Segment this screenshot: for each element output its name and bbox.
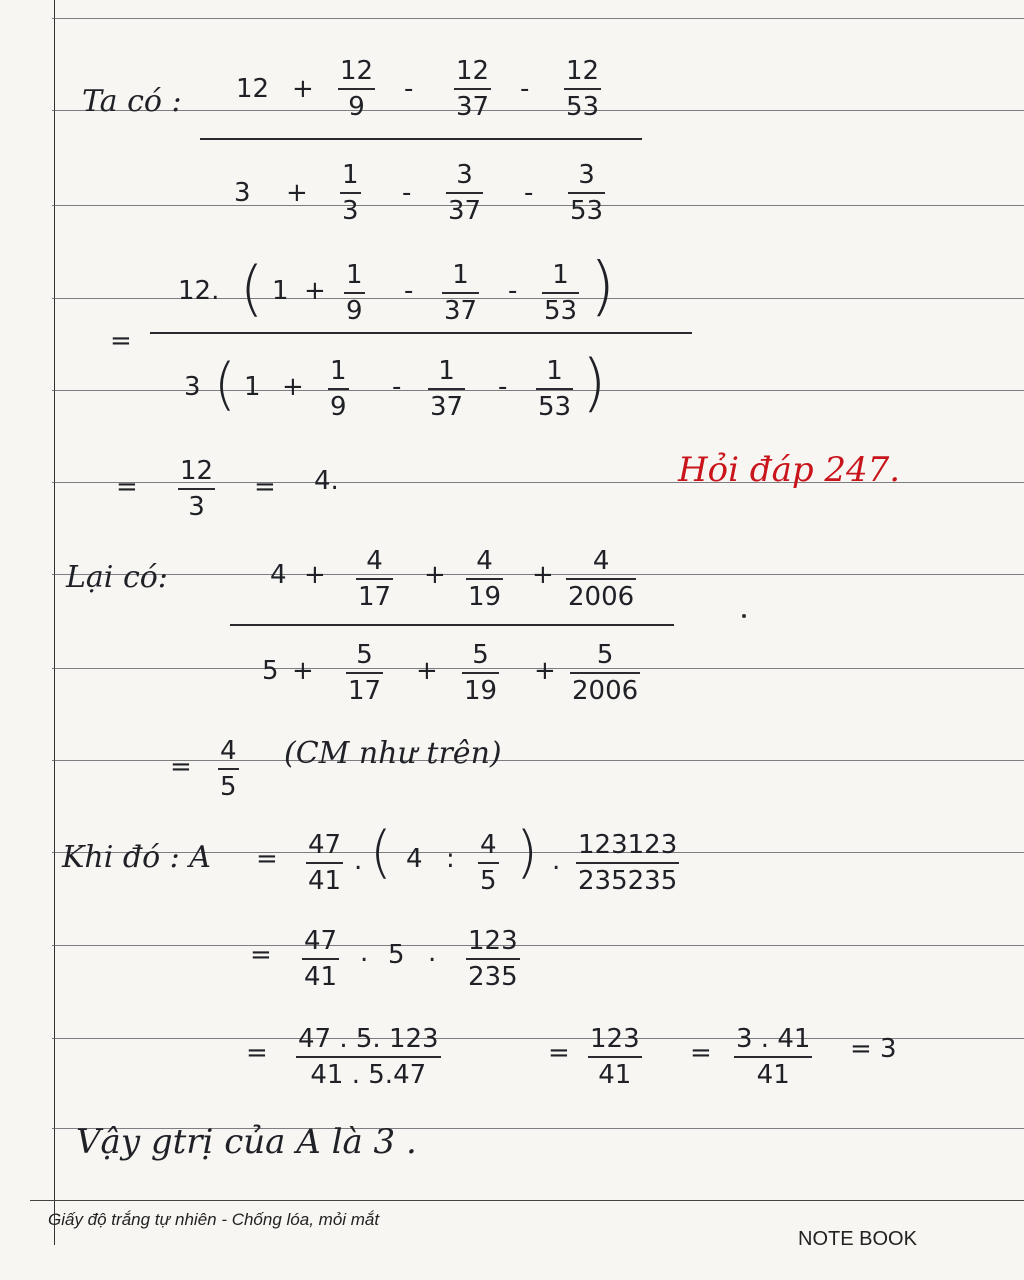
close-paren: ): [582, 346, 607, 419]
equals-sign: =: [690, 1038, 712, 1068]
minus-sign: -: [508, 276, 518, 306]
eq1-den-whole: 3: [234, 178, 251, 208]
eq1-num-frac1: 12 9: [340, 56, 374, 122]
ruled-line: [52, 945, 1024, 946]
eq4-den-whole: 5: [262, 656, 279, 686]
plus-sign: +: [532, 560, 554, 590]
minus-sign: -: [404, 276, 414, 306]
equals-sign: =: [548, 1038, 570, 1068]
equals-sign: =: [110, 326, 132, 356]
eq4-main-bar: [230, 624, 674, 626]
eq2-den-frac3: 1 53: [538, 356, 572, 422]
plus-sign: +: [286, 178, 308, 208]
eq1-num-whole: 12: [236, 74, 270, 104]
minus-sign: -: [392, 372, 402, 402]
open-paren: (: [240, 254, 264, 324]
eq2-main-bar: [150, 332, 692, 334]
footer-right: NOTE BOOK: [798, 1228, 917, 1250]
eq8-final: = 3: [850, 1034, 897, 1064]
conclusion: Vậy gtrị của A là 3 .: [76, 1122, 417, 1162]
ruled-line: [52, 110, 1024, 111]
watermark: Hỏi đáp 247.: [678, 450, 901, 490]
eq2-one: 1: [244, 372, 261, 402]
second-label: Lại có:: [66, 560, 168, 595]
eq6-inner-frac: 4 5: [480, 830, 497, 896]
margin-line: [54, 0, 55, 1245]
eq2-num-frac2: 1 37: [444, 260, 478, 326]
intro-label: Ta có :: [82, 84, 182, 119]
minus-sign: -: [404, 74, 414, 104]
eq1-den-frac1: 1 3: [342, 160, 359, 226]
minus-sign: -: [520, 74, 530, 104]
eq4-den-frac1: 5 17: [348, 640, 382, 706]
dot-operator: .: [428, 938, 437, 968]
ruled-line: [52, 18, 1024, 19]
eq6-colon: :: [446, 844, 455, 874]
eq6-frac1: 47 41: [308, 830, 342, 896]
eq2-one: 1: [272, 276, 289, 306]
equals-sign: =: [256, 844, 278, 874]
dot-operator: .: [360, 938, 369, 968]
eq8-result-frac2: 3 . 41 41: [736, 1024, 811, 1090]
then-label: Khi đó : A: [62, 840, 211, 875]
eq5-note: (CM như trên): [284, 736, 502, 771]
eq2-den-factor: 3: [184, 372, 201, 402]
eq2-num-frac1: 1 9: [346, 260, 363, 326]
plus-sign: +: [292, 74, 314, 104]
eq3-result: 4.: [314, 466, 339, 496]
plus-sign: +: [292, 656, 314, 686]
dot-operator: .: [552, 846, 561, 876]
dot-operator: .: [354, 846, 363, 876]
bottom-rule: [30, 1200, 1024, 1201]
eq6-inner-a: 4: [406, 844, 423, 874]
open-paren: (: [370, 820, 392, 885]
equals-sign: =: [250, 940, 272, 970]
ruled-line: [52, 205, 1024, 206]
minus-sign: -: [402, 178, 412, 208]
eq6-frac2: 123123 235235: [578, 830, 678, 896]
footer-left: Giấy độ trắng tự nhiên - Chống lóa, mỏi mắt: [48, 1210, 380, 1229]
eq4-num-frac2: 4 19: [468, 546, 502, 612]
eq4-den-frac2: 5 19: [464, 640, 498, 706]
eq4-num-whole: 4: [270, 560, 287, 590]
close-paren: ): [516, 820, 538, 885]
eq8-result-frac1: 123 41: [590, 1024, 640, 1090]
plus-sign: +: [424, 560, 446, 590]
equals-sign: =: [254, 472, 276, 502]
ruled-line: [52, 760, 1024, 761]
eq2-num-frac3: 1 53: [544, 260, 578, 326]
eq2-den-frac1: 1 9: [330, 356, 347, 422]
minus-sign: -: [498, 372, 508, 402]
equals-sign: =: [170, 752, 192, 782]
minus-sign: -: [524, 178, 534, 208]
pen-dot: [742, 614, 746, 618]
eq7-frac2: 123 235: [468, 926, 518, 992]
eq1-main-bar: [200, 138, 642, 140]
plus-sign: +: [282, 372, 304, 402]
plus-sign: +: [534, 656, 556, 686]
eq7-mid: 5: [388, 940, 405, 970]
eq7-frac1: 47 41: [304, 926, 338, 992]
plus-sign: +: [416, 656, 438, 686]
eq3-frac: 12 3: [180, 456, 214, 522]
plus-sign: +: [304, 560, 326, 590]
close-paren: ): [590, 250, 615, 324]
eq8-frac: 47 . 5. 123 41 . 5.47: [298, 1024, 439, 1090]
eq4-den-frac3: 5 2006: [572, 640, 639, 706]
eq2-den-frac2: 1 37: [430, 356, 464, 422]
eq4-num-frac1: 4 17: [358, 546, 392, 612]
eq4-num-frac3: 4 2006: [568, 546, 635, 612]
eq1-den-frac2: 3 37: [448, 160, 482, 226]
eq1-den-frac3: 3 53: [570, 160, 604, 226]
eq2-num-factor: 12.: [178, 276, 220, 306]
eq1-num-frac3: 12 53: [566, 56, 600, 122]
plus-sign: +: [304, 276, 326, 306]
eq1-num-frac2: 12 37: [456, 56, 490, 122]
eq5-frac: 4 5: [220, 736, 237, 802]
equals-sign: =: [116, 472, 138, 502]
equals-sign: =: [246, 1038, 268, 1068]
open-paren: (: [214, 352, 236, 417]
